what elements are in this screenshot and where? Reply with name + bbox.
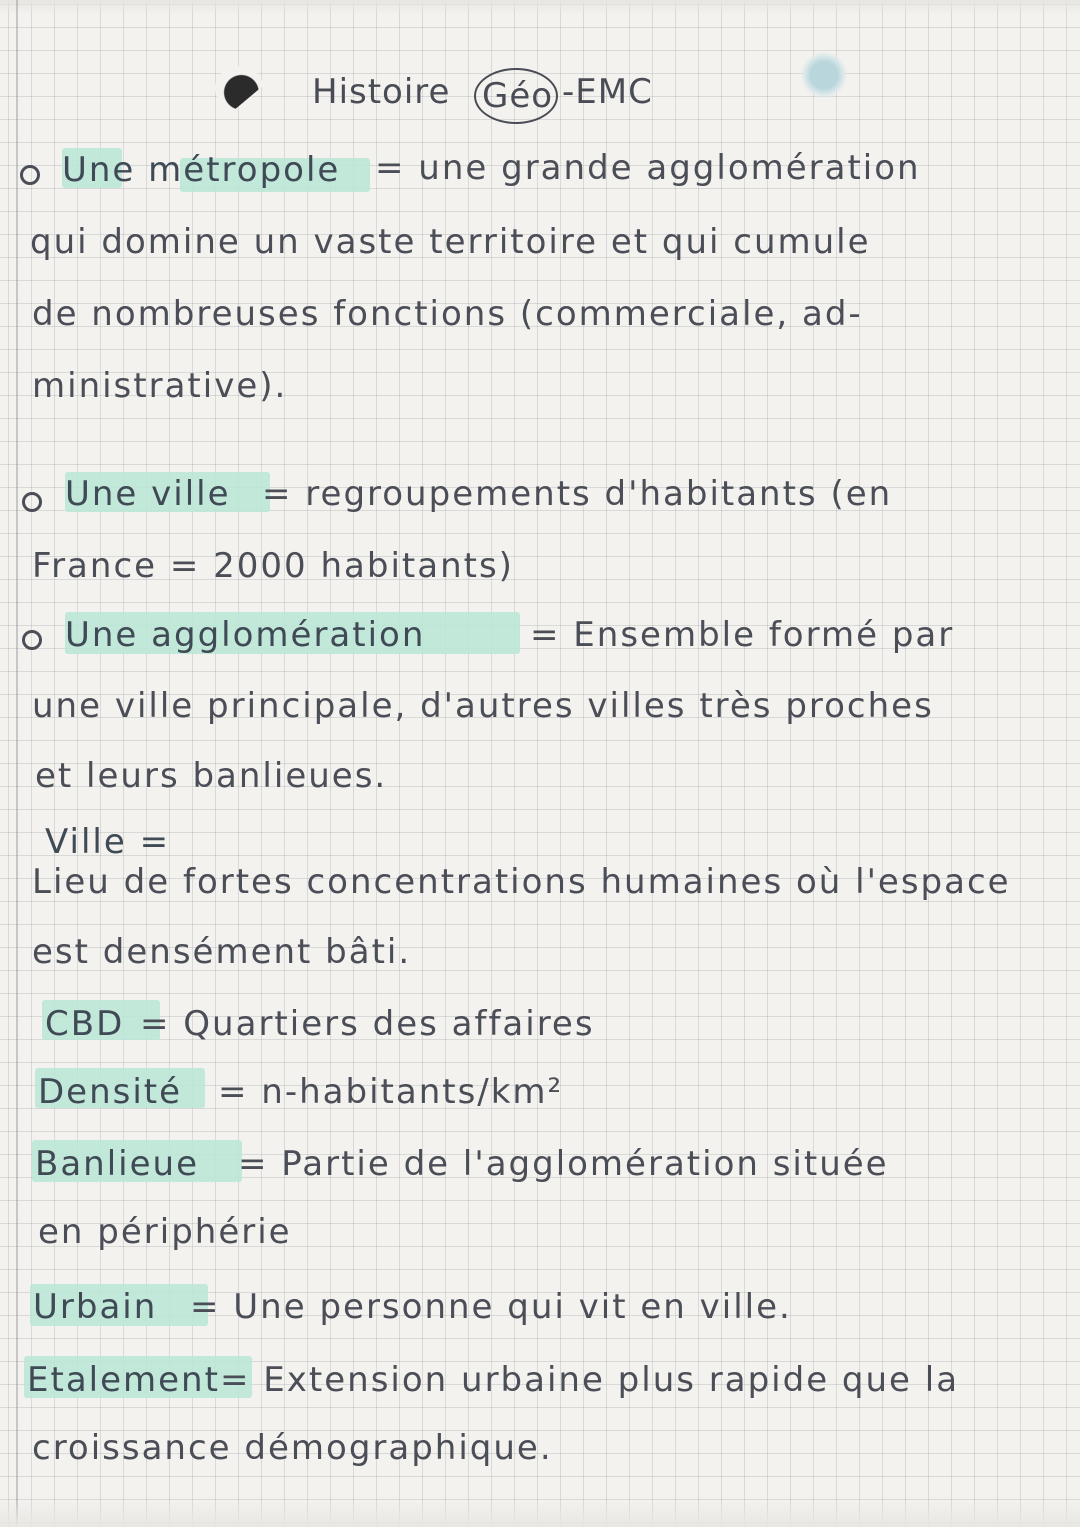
ville-line1: = regroupements d'habitants (en xyxy=(262,474,893,514)
bullet-ville xyxy=(22,492,42,512)
term-etalement: Etalement xyxy=(27,1360,220,1400)
metropole-line1: = une grande agglomération xyxy=(375,148,921,188)
page-top-edge xyxy=(0,0,1080,14)
bullet-metropole xyxy=(20,165,40,185)
term-ville: Une ville xyxy=(65,474,231,514)
bullet-agglomeration xyxy=(22,630,42,650)
term-urbain: Urbain xyxy=(33,1287,158,1327)
banlieue-line2: en périphérie xyxy=(38,1212,292,1252)
banlieue-line1: = Partie de l'agglomération située xyxy=(238,1144,889,1184)
metropole-line3: de nombreuses fonctions (commerciale, ad- xyxy=(32,294,863,334)
etalement-line1: = Extension urbaine plus rapide que la xyxy=(220,1360,960,1400)
title-emc: -EMC xyxy=(562,72,653,112)
page-bottom-edge xyxy=(0,1500,1080,1527)
agglomeration-line3: et leurs banlieues. xyxy=(35,756,388,796)
cbd-line1: = Quartiers des affaires xyxy=(140,1004,595,1044)
title-histoire: Histoire xyxy=(312,72,451,112)
densite-line1: = n-habitants/km² xyxy=(218,1072,564,1112)
agglomeration-line1: = Ensemble formé par xyxy=(530,615,955,655)
term-ville-2: Ville = xyxy=(45,822,171,862)
margin-line xyxy=(16,0,18,1527)
agglomeration-line2: une ville principale, d'autres villes très proches xyxy=(32,686,934,726)
etalement-line2: croissance démographique. xyxy=(32,1428,553,1468)
metropole-line4: ministrative). xyxy=(32,366,288,406)
term-agglomeration: Une agglomération xyxy=(65,615,426,655)
metropole-line2: qui domine un vaste territoire et qui cumule xyxy=(30,222,871,262)
ville2-line1: Lieu de fortes concentrations humaines où l'espace xyxy=(32,862,1011,902)
title-geo: Géo xyxy=(482,76,554,116)
urbain-line1: = Une personne qui vit en ville. xyxy=(190,1287,792,1327)
ville-line2: France = 2000 habitants) xyxy=(32,546,514,586)
punch-hole-left xyxy=(215,66,263,110)
term-densite: Densité xyxy=(38,1072,183,1112)
term-banlieue: Banlieue xyxy=(35,1144,199,1184)
term-metropole: Une métropole xyxy=(62,150,341,190)
term-cbd: CBD xyxy=(45,1004,125,1044)
ville2-line2: est densément bâti. xyxy=(32,932,412,972)
punch-hole-right xyxy=(800,52,848,98)
